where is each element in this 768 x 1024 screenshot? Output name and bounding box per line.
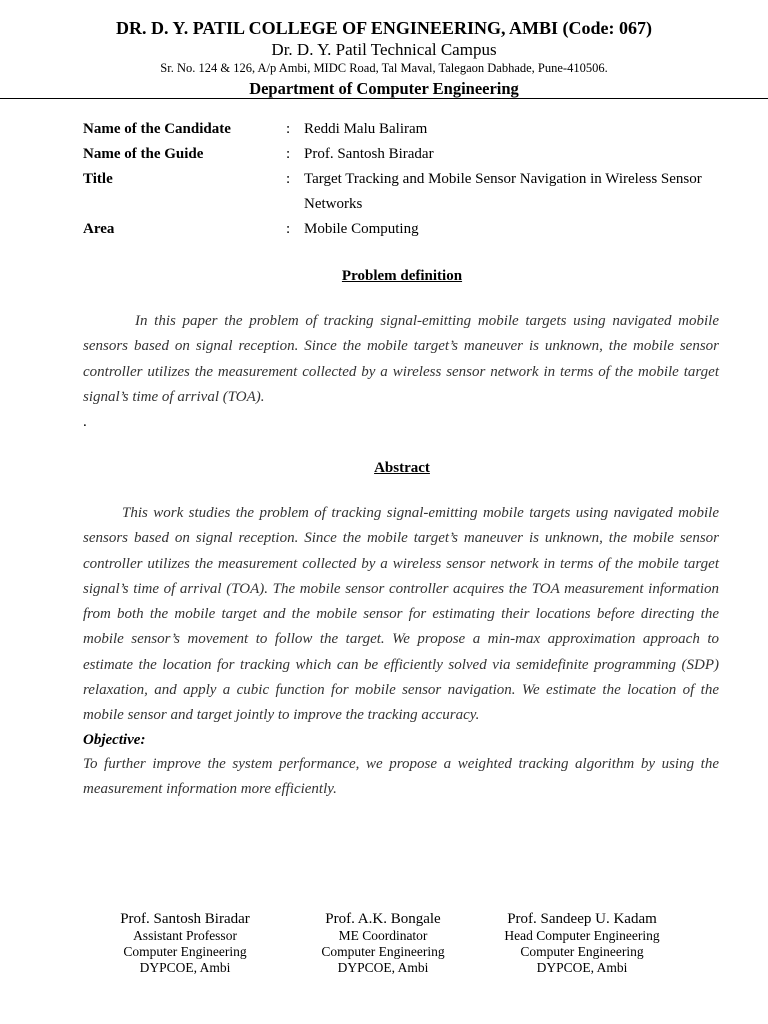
info-colon: :: [286, 121, 291, 137]
signatory-dept: Computer Engineering: [123, 944, 247, 959]
abstract-heading: Abstract: [374, 460, 430, 476]
signatory-institution: DYPCOE, Ambi: [139, 960, 231, 975]
info-row-candidate: [83, 117, 723, 142]
objective-text: To further improve the system performance, we propose a weighted tracking algorithm by using the measurement information more efficiently.: [83, 756, 719, 798]
signatory-name: Prof. Sandeep U. Kadam: [507, 911, 657, 927]
info-colon: :: [286, 221, 291, 237]
info-value: Target Tracking and Mobile Sensor Navigation in Wireless Sensor Networks: [304, 171, 702, 212]
info-label: Name of the Candidate: [83, 121, 231, 137]
signatory-institution: DYPCOE, Ambi: [536, 960, 628, 975]
info-row-guide: [83, 142, 723, 167]
signatory-role: Head Computer Engineering: [504, 928, 660, 943]
candidate-info: [83, 117, 723, 242]
signatory-role: ME Coordinator: [338, 928, 428, 943]
info-row-title: [83, 167, 723, 217]
signatory-name: Prof. A.K. Bongale: [325, 911, 441, 927]
signature-hod: [482, 910, 682, 976]
signature-coordinator: [283, 910, 483, 976]
info-value: Prof. Santosh Biradar: [304, 146, 434, 162]
campus-name: Dr. D. Y. Patil Technical Campus: [271, 40, 497, 59]
college-address: Sr. No. 124 & 126, A/p Ambi, MIDC Road, Tal Maval, Talegaon Dabhade, Pune-410506.: [160, 61, 608, 75]
signatory-dept: Computer Engineering: [520, 944, 644, 959]
info-value: Mobile Computing: [304, 221, 419, 237]
info-colon: :: [286, 171, 291, 187]
info-colon: :: [286, 146, 291, 162]
info-label: Title: [83, 171, 113, 187]
signatory-name: Prof. Santosh Biradar: [120, 911, 250, 927]
stray-dot: .: [83, 414, 87, 430]
info-value: Reddi Malu Baliram: [304, 121, 428, 137]
college-name: DR. D. Y. PATIL COLLEGE OF ENGINEERING, AMBI (Code: 067): [116, 18, 652, 38]
signature-guide: [85, 910, 285, 976]
abstract-text: This work studies the problem of tracking signal-emitting mobile targets using navigated mobile sensors based on signal reception. Since the mobile target’s maneuver is unknown, the mobile sensor controller utilizes the measurement collected by a wireless sensor network in terms of the mobile target signal’s time of arrival (TOA). The mobile sensor controller acquires the TOA measurement information from both the mobile target and the mobile sensor for estimating their locations before directing the mobile sensor’s movement to follow the target. We propose a min-max approximation approach to estimate the location for tracking which can be efficiently solved via semidefinite programming (SDP) relaxation, and apply a cubic function for mobile sensor navigation. We estimate the location of the mobile sensor and target jointly to improve the tracking accuracy.: [83, 505, 719, 724]
signatory-dept: Computer Engineering: [321, 944, 445, 959]
header-divider: [0, 98, 768, 99]
signatory-role: Assistant Professor: [133, 928, 237, 943]
problem-definition-text: In this paper the problem of tracking signal-emitting mobile targets using navigated mobile sensors based on signal reception. Since the mobile target’s maneuver is unknown, the mobile sensor controller utilizes the measurement collected by a wireless sensor network in terms of the mobile target signal’s time of arrival (TOA).: [83, 313, 719, 405]
objective-label: Objective:: [83, 732, 146, 748]
problem-definition-heading: Problem definition: [341, 268, 463, 284]
signatory-institution: DYPCOE, Ambi: [337, 960, 429, 975]
info-row-area: [83, 217, 723, 242]
department-name: Department of Computer Engineering: [249, 79, 519, 98]
info-label: Name of the Guide: [83, 146, 204, 162]
info-label: Area: [83, 221, 115, 237]
